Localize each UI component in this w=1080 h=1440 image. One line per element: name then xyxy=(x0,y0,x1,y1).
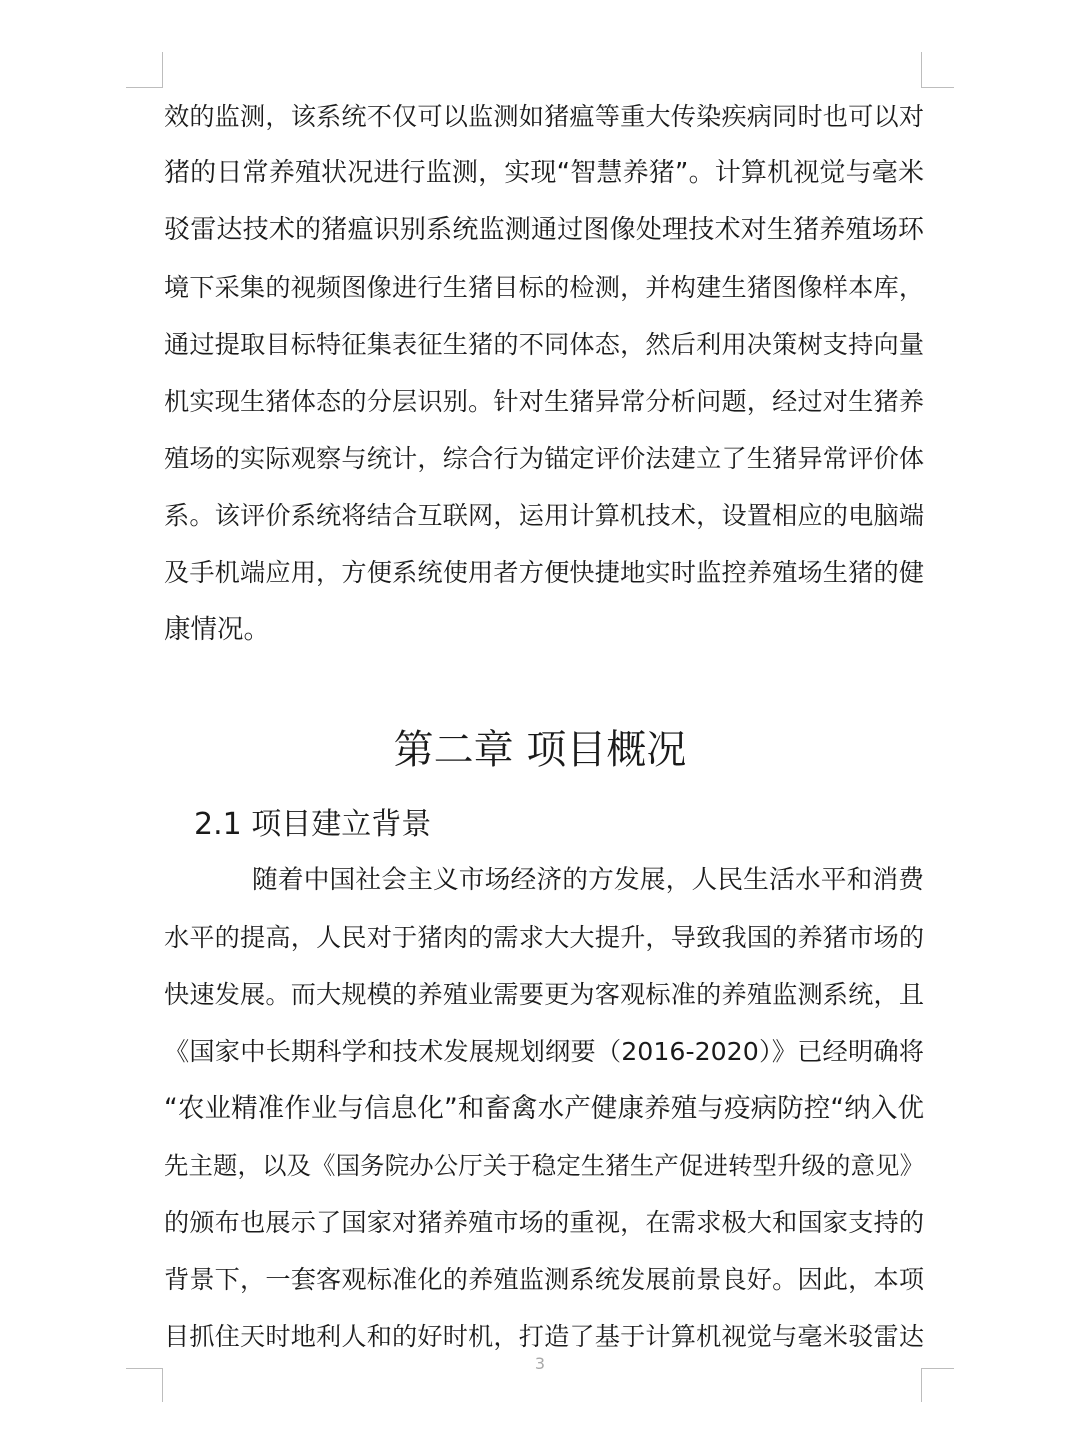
paragraph-line: 水平的提高，人民对于猪肉的需求大大提升，导致我国的养猪市场的 xyxy=(164,923,924,952)
paragraph-intro xyxy=(164,88,924,658)
paragraph-line: 快速发展。而大规模的养殖业需要更为客观标准的养殖监测系统，且 xyxy=(164,980,924,1009)
paragraph-line: 猪的日常养殖状况进行监测，实现“智慧养猪”。计算机视觉与毫米 xyxy=(164,158,924,188)
paragraph-line: 康情况。 xyxy=(164,614,270,645)
paragraph-line: 的颁布也展示了国家对猪养殖市场的重视，在需求极大和国家支持的 xyxy=(164,1208,924,1237)
paragraph-line: 通过提取目标特征集表征生猪的不同体态，然后利用决策树支持向量 xyxy=(164,330,924,359)
paragraph-line: 背景下，一套客观标准化的养殖监测系统发展前景良好。因此，本项 xyxy=(164,1265,924,1294)
paragraph-line: 系。该评价系统将结合互联网，运用计算机技术，设置相应的电脑端 xyxy=(164,501,924,530)
paragraph-line: “农业精准作业与信息化”和畜禽水产健康养殖与疫病防控“纳入优 xyxy=(164,1093,924,1124)
crop-mark-top-right-vertical xyxy=(921,52,922,88)
paragraph-line: 《国家中长期科学和技术发展规划纲要（2016-2020）》已经明确将 xyxy=(164,1037,924,1066)
paragraph-line: 随着中国社会主义市场经济的方发展，人民生活水平和消费 xyxy=(252,865,924,895)
page-number: 3 xyxy=(534,1354,546,1373)
paragraph-line: 先主题，以及《国务院办公厅关于稳定生猪生产促进转型升级的意见》 xyxy=(164,1151,924,1180)
paragraph-line: 目抓住天时地利人和的好时机，打造了基于计算机视觉与毫米驳雷达 xyxy=(164,1322,924,1351)
paragraph-line: 及手机端应用，方便系统使用者方便快捷地实时监控养殖场生猪的健 xyxy=(164,558,924,587)
paragraph-line: 驳雷达技术的猪瘟识别系统监测通过图像处理技术对生猪养殖场环 xyxy=(164,215,924,245)
section-title: 2.1 项目建立背景 xyxy=(194,807,432,842)
crop-mark-top-left-horizontal xyxy=(126,87,163,88)
paragraph-line: 殖场的实际观察与统计，综合行为锚定评价法建立了生猪异常评价体 xyxy=(164,444,924,473)
paragraph-line: 效的监测，该系统不仅可以监测如猪瘟等重大传染疾病同时也可以对 xyxy=(164,102,924,131)
crop-mark-top-right-horizontal xyxy=(921,87,954,88)
chapter-title: 第二章 项目概况 xyxy=(393,727,687,773)
crop-mark-top-left-vertical xyxy=(162,52,163,88)
paragraph-line: 机实现生猪体态的分层识别。针对生猪异常分析问题，经过对生猪养 xyxy=(164,387,924,416)
paragraph-line: 境下采集的视频图像进行生猪目标的检测，并构建生猪图像样本库， xyxy=(164,273,924,302)
paragraph-background xyxy=(164,852,924,1365)
